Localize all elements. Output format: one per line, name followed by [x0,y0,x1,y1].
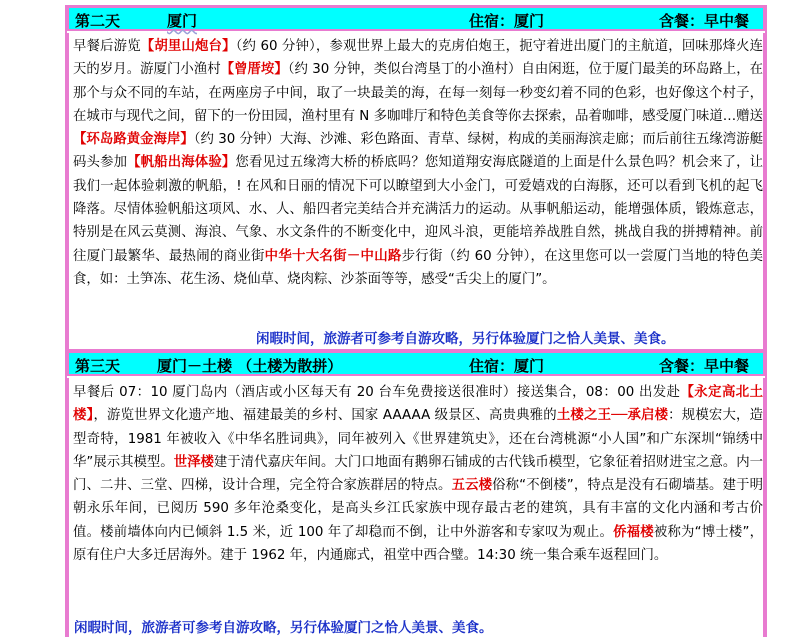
day2-meals: 含餐：早中餐 [659,12,750,30]
day3-highlight-4: 五云楼 [451,478,493,494]
day3-free-time-note: 闲暇时间，旅游者可参考自游攻略，另行体验厦门之恰人美景、美食。 [74,620,493,636]
day3-highlight-5: 侨福楼 [613,524,654,540]
day2-route: 厦门 [167,12,198,30]
day2-stay: 住宿：厦门 [469,12,545,30]
day2-text-4: （约 30 分钟）大海、沙滩、彩色路面、青草、绿树，构成的美丽海滨走廊；而后前往五缘湾游艇码头参加 [73,132,764,171]
day3-text-2: ，游览世界文化遗产地、福建最美的乡村、国家 AAAAA 级景区、高贵典雅的 [93,408,557,424]
day3-text-3: ：规模宏大，造型奇特，1981 年被收入《中华名胜词典》，同年被列入《世界建筑史》，还在台湾桃源“小人国”和广东深圳“锦绣中华”展示其模型。 [73,408,764,470]
day2-highlight-1: 【胡里山炮台】 [140,39,236,54]
day2-text-2: （约 60 分钟），参观世界上最大的克虏伯炮王，扼守着进出厦门的主航道，回味那烽火连天的岁月。游厦门小渔村 [73,39,764,78]
day2-text-5: 您看见过五缘湾大桥的桥底吗？您知道翔安海底隧道的上面是什么景色吗？机会来了，让我们一起体验刺激的帆船，! 在风和日丽的情况下可以瞭望到大小金门，可爱嬉戏的白海豚，还可以看到飞机的起飞降落。尽情体验帆船这项风、水、人、船四者完美结合并充满活力的运动。从事帆船运动，能增强体质，锻炼意志，特别是在风云莫测、海浪、气象、水文条件的不断变化中，迎风斗浪，更能培养战胜自然，挑战自我的拼搏精神。前往厦门最繁华、最热闹的商业街 [73,155,764,264]
day3-header-row [67,351,765,376]
day3-text-1: 早餐后 07：10 厦门岛内（酒店或小区每天有 20 台车免费接送很准时）接送集合，08：00 出发赴 [73,385,681,400]
day3-highlight-2: 土楼之王──承启楼 [556,408,669,424]
day2-text-1: 早餐后游览 [73,39,141,54]
day2-text-6: 步行街（约 60 分钟），在这里您可以一尝厦门当地的特色美食，如：土笋冻、花生汤、烧仙草、烧肉粽、沙茶面等等，感受“舌尖上的厦门”。 [73,248,763,287]
day3-stay: 住宿：厦门 [469,357,545,375]
day2-highlight-4: 【帆船出海体验】 [127,155,236,171]
day2-highlight-3: 【环岛路黄金海岸】 [73,132,194,148]
day3-highlight-3: 世泽楼 [173,454,214,470]
day2-highlight-5: 中华十大名街－中山路 [264,248,402,264]
day2-day-label: 第二天 [75,12,121,30]
day3-day-label: 第三天 [75,357,121,375]
day3-highlight-1: 【永定高北土楼】 [73,385,763,424]
day3-text-6: 被称为“博士楼”，原有住户大多迁居海外。建于 1962 年，内通廊式，祖堂中西合璧。14:30 统一集合乘车返程回门。 [73,524,764,564]
day3-route: 厦门－土楼 （土楼为散拼） [157,357,343,375]
day2-description [73,35,763,291]
day3-description [73,381,763,567]
day3-text-4: 建于清代嘉庆年间。大门口地面有鹅卵石铺成的古代钱币模型，它象征着招财进宝之意。内一门、二井、三堂、四梯，设计合理，完全符合家族群居的特点。 [73,454,764,494]
day2-header-row [67,6,765,31]
day2-highlight-2: 【曾厝垵】 [220,62,288,78]
day3-meals: 含餐：早中餐 [659,357,750,375]
day2-text-3: （约 30 分钟，类似台湾垦丁的小渔村）自由闲逛，位于厦门最美的环岛路上，在那个与众不同的车站，在两座房子中间，取了一块最美的海，在每一刻每一秒变幻着不同的色彩，也好像这个村子，在城市与现代之间，留下的一份田园，渔村里有 N 多咖啡厅和特色美食等你去探索，品着咖啡，感受厦门味道…赠送 [73,62,764,124]
day2-free-time-note: 闲暇时间，旅游者可参考自游攻略，另行体验厦门之恰人美景、美食。 [256,331,675,347]
day3-text-5: 俗称“不倒楼”，特点是没有石砌墙基。建于明朝永乐年间，已阅历 590 多年沧桑变化，是高头乡江氏家族中现存最古老的建筑，具有丰富的文化内涵和考古价值。楼前墙体向内已倾斜 1.5 米，近 100 年了却稳而不倒，让中外游客和专家叹为观止。 [73,478,764,540]
